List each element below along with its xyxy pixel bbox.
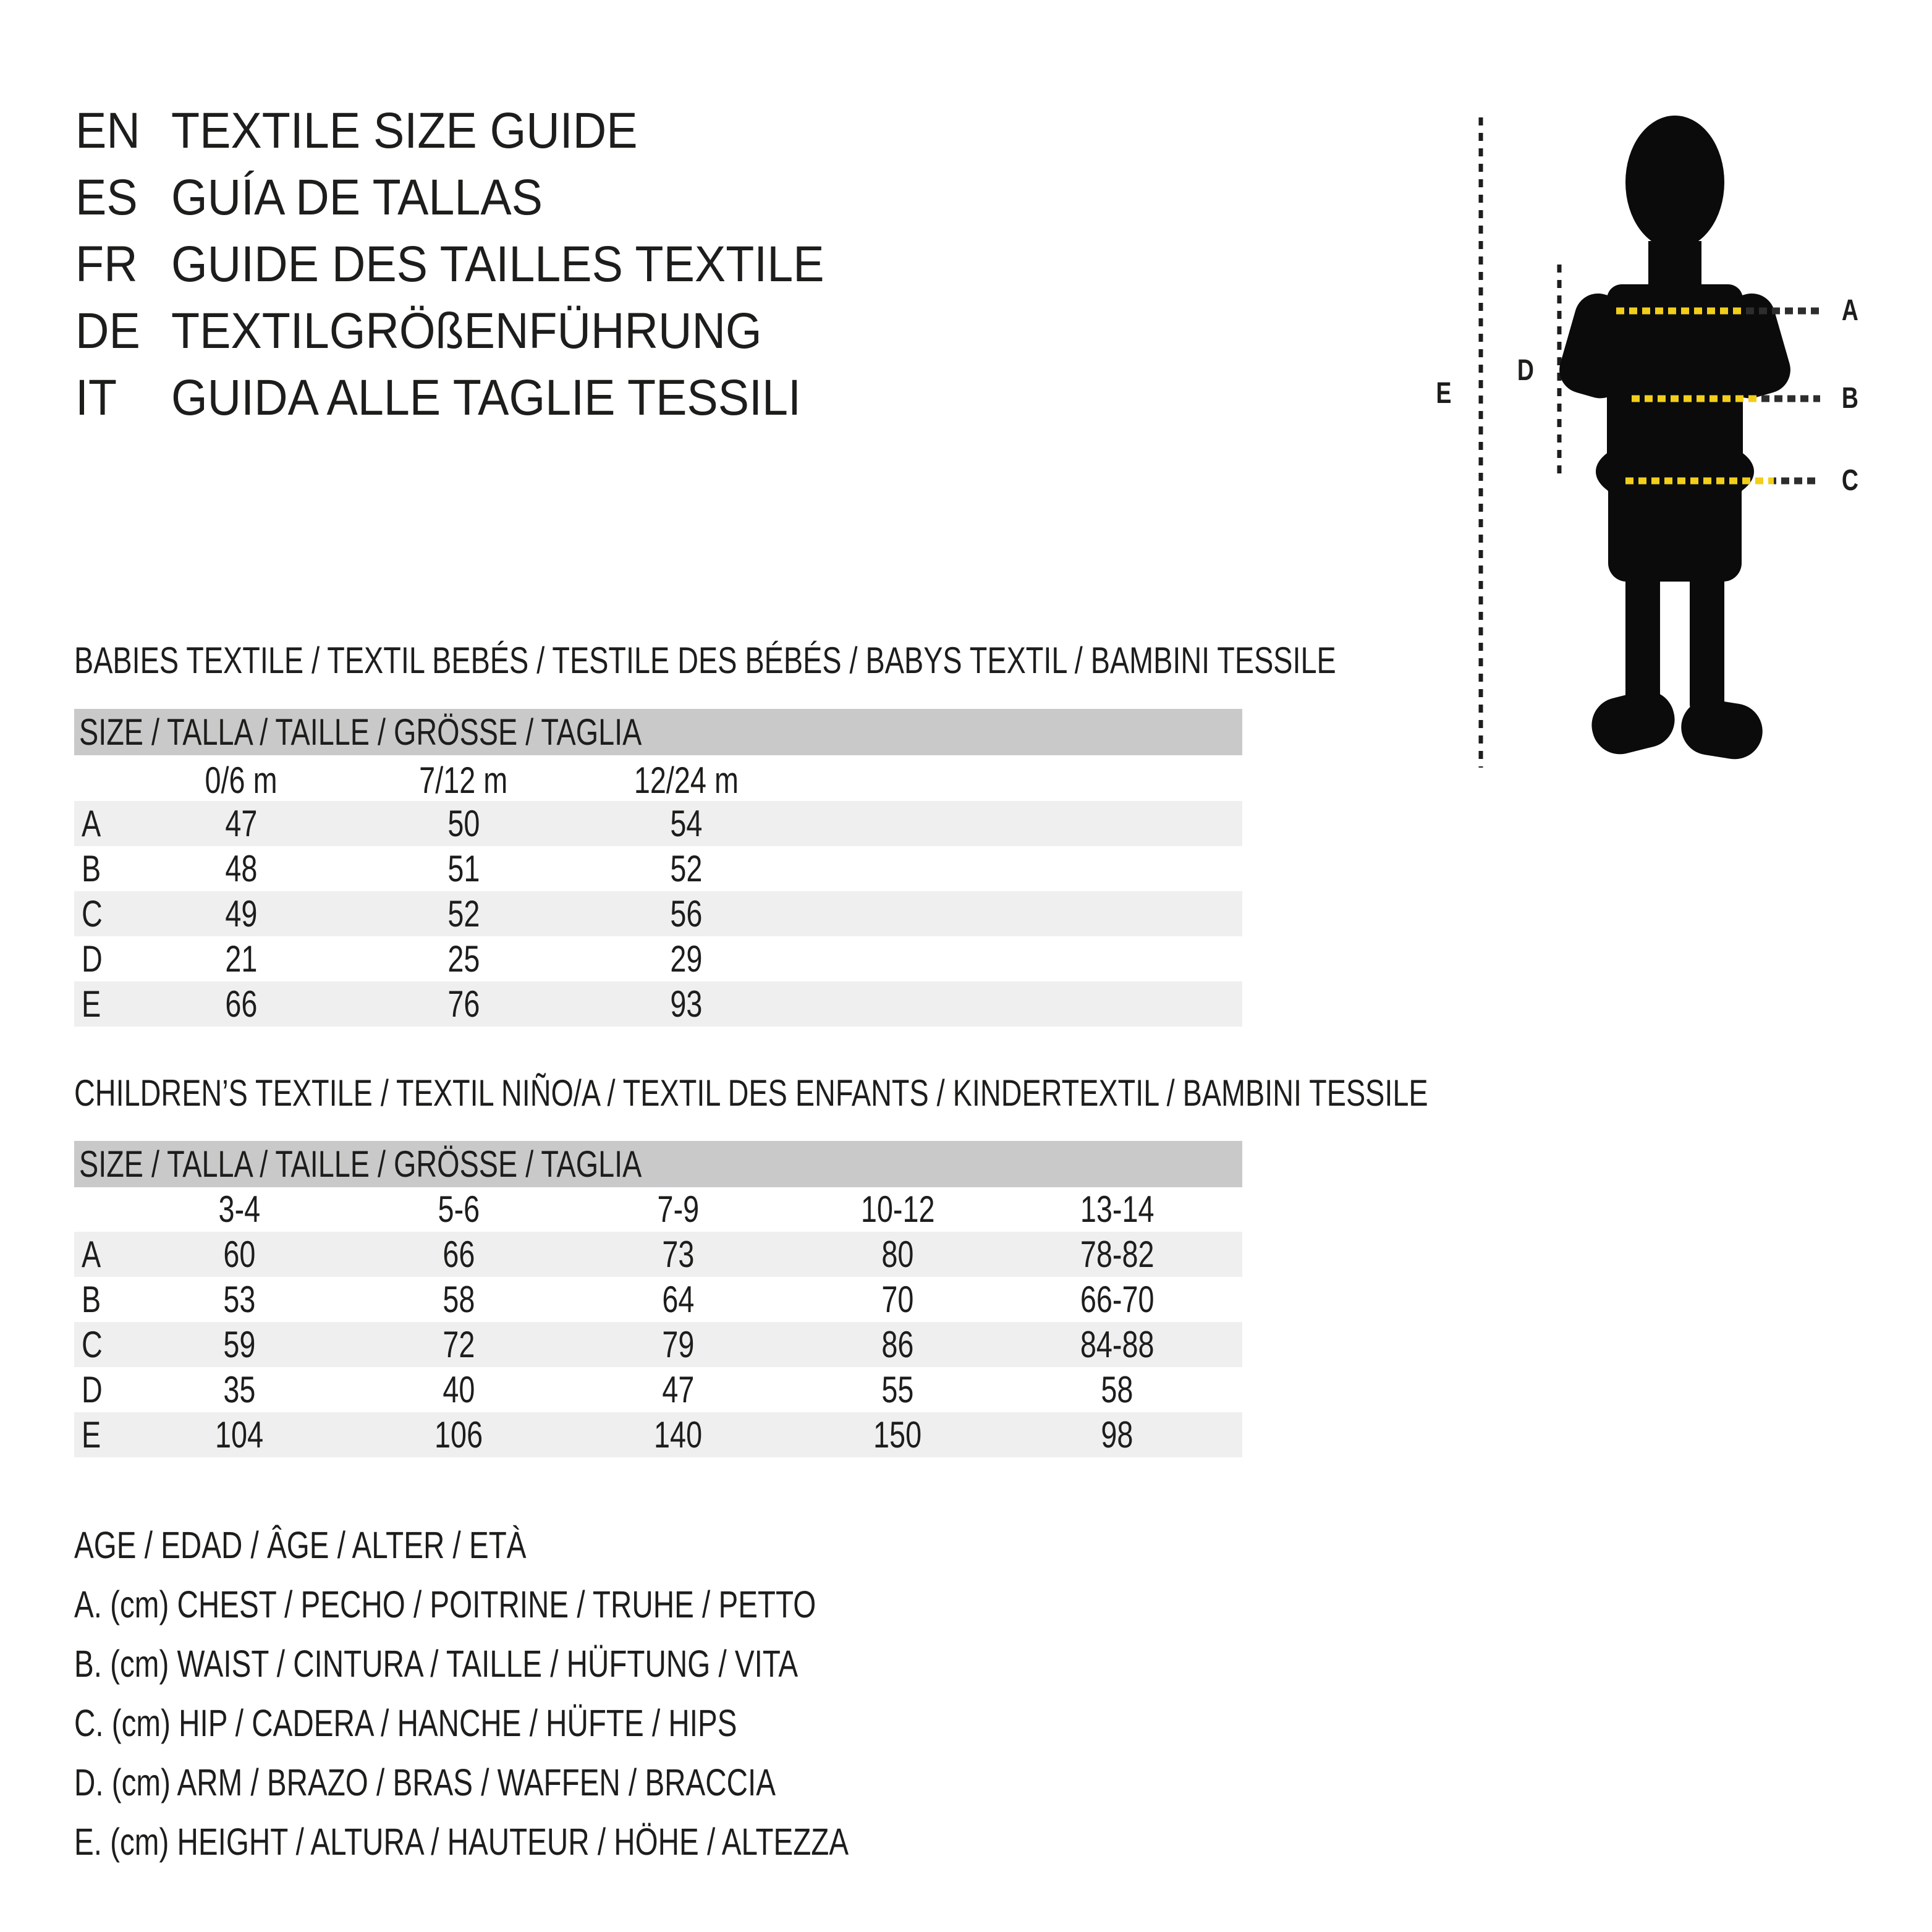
cell: 53 bbox=[223, 1279, 256, 1320]
babies-row-a bbox=[74, 801, 1242, 846]
lang-row-de bbox=[75, 298, 881, 365]
cell: 58 bbox=[443, 1279, 475, 1320]
babies-col-12-24m: 12/24 m bbox=[633, 760, 739, 801]
silhouette-left-shoe bbox=[1586, 685, 1680, 760]
cell: 84-88 bbox=[1080, 1324, 1155, 1365]
cell: 60 bbox=[223, 1234, 256, 1275]
legend-hip: C. (cm) HIP / CADERA / HANCHE / HÜFTE / HIPS bbox=[74, 1702, 737, 1744]
lang-row-en bbox=[75, 98, 881, 164]
cell: 66 bbox=[224, 983, 258, 1025]
cell: 78-82 bbox=[1080, 1234, 1155, 1275]
cell: 93 bbox=[669, 983, 703, 1025]
children-col-13-14: 13-14 bbox=[1080, 1188, 1155, 1230]
cell: 40 bbox=[443, 1369, 475, 1410]
babies-row-c bbox=[74, 891, 1242, 936]
cell: 70 bbox=[881, 1279, 914, 1320]
cell: 58 bbox=[1101, 1369, 1133, 1410]
lang-title-fr: GUIDE DES TAILLES TEXTILE bbox=[171, 236, 824, 292]
legend-height: E. (cm) HEIGHT / ALTURA / HAUTEUR / HÖHE / ALTEZZA bbox=[74, 1821, 849, 1863]
lang-row-fr bbox=[75, 231, 881, 298]
babies-row-e bbox=[74, 981, 1242, 1027]
cell: 54 bbox=[669, 803, 703, 844]
measurement-legend bbox=[74, 1515, 1067, 1871]
silhouette-head bbox=[1625, 116, 1724, 249]
cell: 66-70 bbox=[1080, 1279, 1155, 1320]
lang-title-it: GUIDA ALLE TAGLIE TESSILI bbox=[171, 370, 801, 426]
babies-section-heading: BABIES TEXTILE / TEXTIL BEBÉS / TESTILE DES BÉBÉS / BABYS TEXTIL / BAMBINI TESSILE bbox=[74, 640, 1336, 681]
children-row-e bbox=[74, 1412, 1242, 1457]
cell: 52 bbox=[447, 893, 480, 934]
cell: 52 bbox=[669, 848, 703, 889]
legend-arm: D. (cm) ARM / BRAZO / BRAS / WAFFEN / BRACCIA bbox=[74, 1761, 776, 1803]
cell: 140 bbox=[654, 1414, 703, 1455]
row-label: D bbox=[82, 938, 103, 980]
row-label: C bbox=[82, 893, 103, 934]
children-row-d bbox=[74, 1367, 1242, 1412]
children-row-b bbox=[74, 1277, 1242, 1322]
cell: 64 bbox=[662, 1279, 695, 1320]
children-column-header-row bbox=[74, 1187, 1242, 1232]
cell: 21 bbox=[224, 938, 258, 980]
cell: 25 bbox=[447, 938, 480, 980]
figure-label-d: D bbox=[1517, 354, 1534, 387]
children-col-10-12: 10-12 bbox=[860, 1188, 935, 1230]
babies-col-0-6m: 0/6 m bbox=[205, 760, 278, 801]
lang-title-de: TEXTILGRÖßENFÜHRUNG bbox=[171, 303, 762, 359]
children-section-heading: CHILDREN’S TEXTILE / TEXTIL NIÑO/A / TEXTIL DES ENFANTS / KINDERTEXTIL / BAMBINI TESSILE bbox=[74, 1072, 1428, 1114]
babies-size-header-bar: SIZE / TALLA / TAILLE / GRÖSSE / TAGLIA bbox=[74, 709, 1242, 755]
lang-code-de: DE bbox=[75, 303, 140, 359]
cell: 59 bbox=[223, 1324, 256, 1365]
cell: 51 bbox=[447, 848, 480, 889]
children-row-c bbox=[74, 1322, 1242, 1367]
babies-column-header-row bbox=[74, 759, 1242, 801]
children-col-7-9: 7-9 bbox=[657, 1188, 700, 1230]
row-label: B bbox=[82, 1279, 101, 1320]
children-col-3-4: 3-4 bbox=[218, 1188, 261, 1230]
cell: 56 bbox=[669, 893, 703, 934]
cell: 72 bbox=[443, 1324, 475, 1365]
row-label: A bbox=[82, 803, 101, 844]
row-label: E bbox=[82, 983, 101, 1025]
children-size-header-bar: SIZE / TALLA / TAILLE / GRÖSSE / TAGLIA bbox=[74, 1141, 1242, 1187]
cell: 76 bbox=[447, 983, 480, 1025]
lang-code-en: EN bbox=[75, 103, 140, 159]
lang-title-es: GUÍA DE TALLAS bbox=[171, 169, 543, 226]
lang-row-es bbox=[75, 164, 881, 231]
cell: 80 bbox=[881, 1234, 914, 1275]
babies-col-7-12m: 7/12 m bbox=[419, 760, 508, 801]
children-row-a bbox=[74, 1232, 1242, 1277]
cell: 104 bbox=[215, 1414, 264, 1455]
language-title-block bbox=[75, 98, 881, 431]
cell: 66 bbox=[443, 1234, 475, 1275]
cell: 47 bbox=[662, 1369, 695, 1410]
cell: 79 bbox=[662, 1324, 695, 1365]
legend-age: AGE / EDAD / ÂGE / ALTER / ETÀ bbox=[74, 1524, 527, 1566]
lang-code-it: IT bbox=[75, 370, 117, 426]
babies-row-d bbox=[74, 936, 1242, 981]
cell: 35 bbox=[223, 1369, 256, 1410]
children-col-5-6: 5-6 bbox=[438, 1188, 480, 1230]
cell: 106 bbox=[434, 1414, 483, 1455]
cell: 73 bbox=[662, 1234, 695, 1275]
legend-waist: B. (cm) WAIST / CINTURA / TAILLE / HÜFTUNG / VITA bbox=[74, 1643, 799, 1685]
cell: 98 bbox=[1101, 1414, 1133, 1455]
cell: 29 bbox=[669, 938, 703, 980]
silhouette-right-leg bbox=[1690, 552, 1724, 720]
row-label: C bbox=[82, 1324, 103, 1365]
cell: 55 bbox=[881, 1369, 914, 1410]
figure-label-c: C bbox=[1841, 464, 1858, 497]
cell: 49 bbox=[224, 893, 258, 934]
child-silhouette-graphic bbox=[1415, 93, 1932, 785]
cell: 47 bbox=[224, 803, 258, 844]
cell: 86 bbox=[881, 1324, 914, 1365]
legend-chest: A. (cm) CHEST / PECHO / POITRINE / TRUHE / PETTO bbox=[74, 1583, 816, 1625]
lang-code-es: ES bbox=[75, 169, 138, 226]
row-label: E bbox=[82, 1414, 101, 1455]
figure-label-e: E bbox=[1436, 377, 1452, 410]
cell: 48 bbox=[224, 848, 258, 889]
row-label: D bbox=[82, 1369, 103, 1410]
cell: 150 bbox=[873, 1414, 922, 1455]
lang-code-fr: FR bbox=[75, 236, 138, 292]
lang-title-en: TEXTILE SIZE GUIDE bbox=[171, 103, 638, 159]
figure-label-a: A bbox=[1841, 294, 1858, 327]
babies-row-b bbox=[74, 846, 1242, 891]
figure-label-b: B bbox=[1841, 382, 1858, 415]
lang-row-it bbox=[75, 365, 881, 431]
row-label: B bbox=[82, 848, 101, 889]
row-label: A bbox=[82, 1234, 101, 1275]
cell: 50 bbox=[447, 803, 480, 844]
